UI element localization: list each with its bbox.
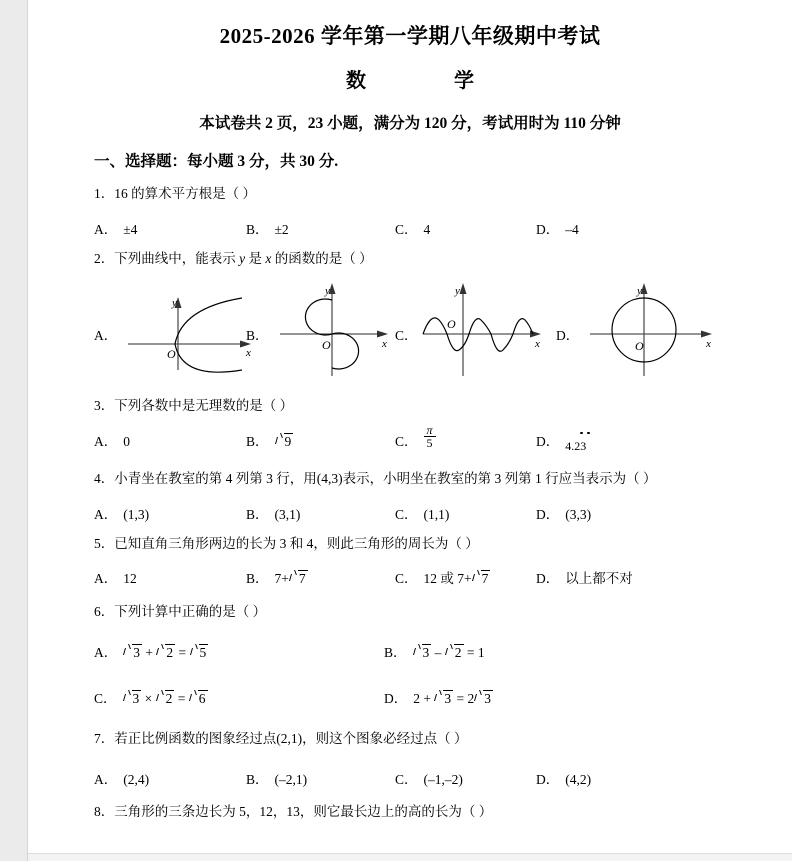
option-3-c[interactable]: C． $\frac{\pi}{5}$	[395, 425, 436, 451]
svg-text:y: y	[325, 284, 330, 297]
option-6-b[interactable]: B． 3 – 2 = 1	[384, 645, 485, 661]
sqrt-7: 7	[289, 569, 308, 587]
fraction-pi-over-5: $\frac{\pi}{5}$	[424, 424, 436, 450]
svg-text:x: x	[535, 337, 540, 350]
left-gutter	[0, 0, 28, 861]
svg-text:y: y	[455, 284, 460, 297]
question-stem-5: 5．已知直角三角形两边的长为 3 和 4，则此三角形的周长为（ ）	[94, 535, 479, 551]
option-3-b[interactable]: B． 9	[246, 433, 292, 449]
question-options-6-row1	[94, 641, 792, 665]
question-stem-3: 3．下列各数中是无理数的是（ ）	[94, 397, 294, 413]
option-7-a[interactable]: A． (2,4)	[94, 772, 150, 788]
option-1-d[interactable]: D． –4	[536, 221, 579, 237]
question-options-4	[94, 503, 792, 521]
graph-option-d-label: D．	[556, 327, 580, 343]
svg-text:O: O	[447, 316, 456, 331]
paper-content	[28, 0, 792, 821]
option-7-c[interactable]: C． (–1,–2)	[395, 772, 463, 788]
question-stem-4: 4．小青坐在教室的第 4 列第 3 行，用(4,3)表示，小明坐在教室的第 3 列第 1 行应当表示为（ ）	[94, 470, 657, 486]
question-stem-2: 2．下列曲线中，能表示 y 是 x 的函数的是（ ）	[94, 250, 373, 266]
svg-text:x: x	[246, 346, 251, 359]
option-4-c[interactable]: C． (1,1)	[395, 506, 450, 522]
graph-option-a-label: A．	[94, 327, 118, 343]
graph-c-sine-wave-svg	[421, 272, 571, 380]
exam-paper-page	[28, 0, 792, 853]
option-4-b[interactable]: B． (3,1)	[246, 506, 301, 522]
option-7-b[interactable]: B． (–2,1)	[246, 772, 308, 788]
svg-text:x: x	[382, 337, 387, 350]
option-7-d[interactable]: D． (4,2)	[536, 772, 592, 788]
paper-info-line: 本试卷共 2 页，23 小题，满分为 120 分，考试用时为 110 分钟	[199, 115, 621, 132]
svg-text:x: x	[706, 337, 711, 350]
option-3-a[interactable]: A． 0	[94, 433, 130, 449]
question-stem-8: 8．三角形的三条边长为 5，12，13，则它最长边上的高的长为（ ）	[94, 804, 493, 820]
option-6-c[interactable]: C． 3 × 2 = 6	[94, 691, 206, 707]
svg-text:O: O	[167, 346, 176, 361]
question-options-1	[94, 218, 792, 236]
question-options-5	[94, 567, 792, 589]
page-bottom-edge	[28, 853, 792, 861]
subject-char-right: 学	[454, 70, 474, 92]
option-5-b[interactable]: B． 7+ 7	[246, 571, 306, 587]
option-4-d[interactable]: D． (3,3)	[536, 506, 592, 522]
graph-option-b-label: B．	[246, 327, 269, 343]
subject-char-left: 数	[346, 70, 366, 92]
question-options-6-row2	[94, 687, 792, 711]
svg-text:y: y	[172, 296, 177, 309]
graph-a-rightward-parabola-svg	[120, 272, 260, 380]
sqrt-7: 7	[472, 569, 491, 587]
option-1-a[interactable]: A． ±4	[94, 221, 138, 237]
svg-text:y: y	[637, 284, 642, 297]
section-heading-choice: 一、选择题：每小题 3 分，共 30 分.	[94, 153, 339, 170]
option-4-a[interactable]: A． (1,3)	[94, 506, 150, 522]
option-3-d[interactable]: D． 4.23	[536, 430, 586, 450]
question-stem-7: 7．若正比例函数的图象经过点(2,1)，则这个图象必经过点（ ）	[94, 731, 468, 747]
option-1-c[interactable]: C． 4	[395, 221, 431, 237]
question-options-7	[94, 768, 792, 786]
graph-b-s-curve-svg	[272, 272, 412, 380]
option-1-b[interactable]: B． ±2	[246, 221, 289, 237]
option-5-d[interactable]: D． 以上都不对	[536, 571, 633, 587]
option-5-a[interactable]: A． 12	[94, 571, 137, 587]
sqrt-9: 9	[275, 432, 294, 450]
graph-option-c-label: C．	[395, 327, 418, 343]
option-6-a[interactable]: A． 3 + 2 = 5	[94, 645, 207, 661]
question-stem-1: 1．16 的算术平方根是（ ）	[94, 186, 256, 201]
repeating-decimal-4-23: 4.23	[565, 439, 586, 454]
graph-d-circle-svg	[582, 272, 732, 380]
page-title: 2025-2026 学年第一学期八年级期中考试	[219, 24, 601, 48]
svg-text:O: O	[322, 337, 331, 352]
subject-line	[28, 64, 792, 93]
option-6-d[interactable]: D． 2 + 3 = 2 3	[384, 691, 491, 707]
question-stem-6: 6．下列计算中正确的是（ ）	[94, 604, 267, 620]
svg-text:O: O	[635, 338, 644, 353]
question-2-graph-options	[94, 272, 754, 384]
option-5-c[interactable]: C． 12 或 7+ 7	[395, 571, 489, 587]
question-options-3	[94, 422, 792, 456]
